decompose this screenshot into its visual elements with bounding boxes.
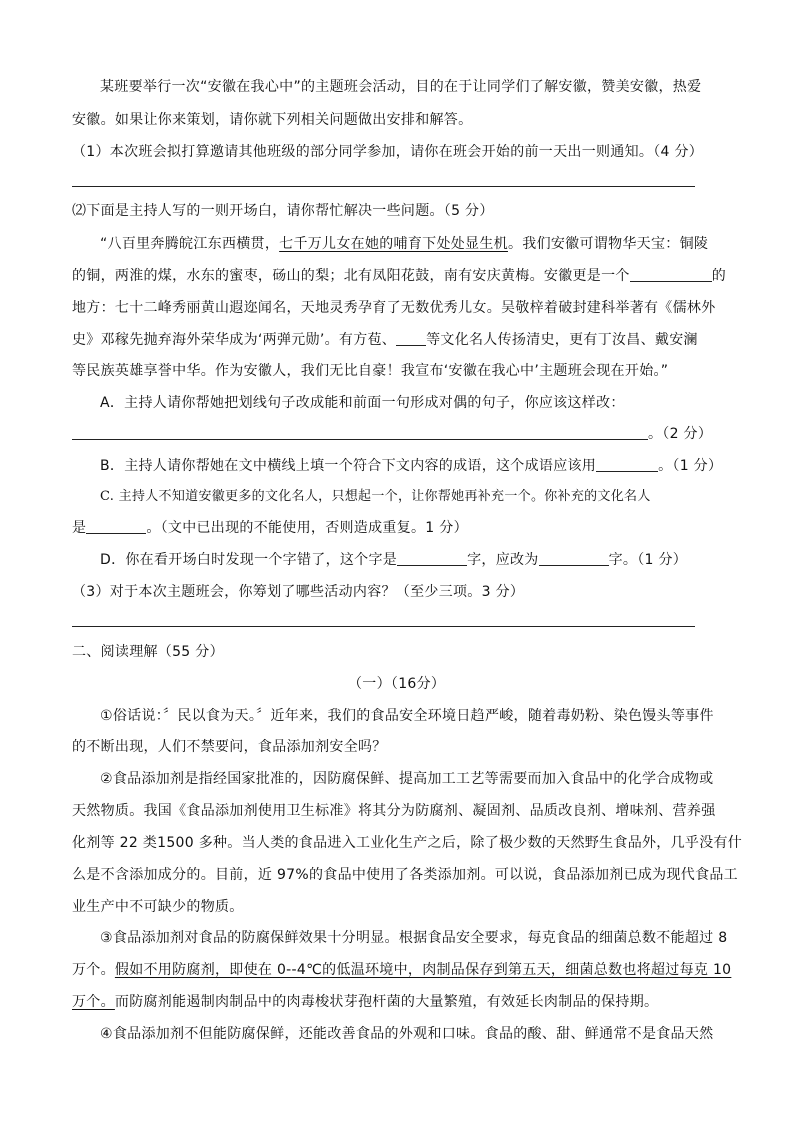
opening-speech-line-3: 地方：七十二峰秀丽黄山遐迩闻名，天地灵秀孕育了无数优秀儿女。吴敬梓着破封建科举著有《儒林外 <box>72 300 716 316</box>
passage-para-2-line-3: 化剂等 22 类1500 多种。当人类的食品进入工业化生产之后，除了极少数的天然野生食品外，几乎没有什 <box>72 835 743 851</box>
opening-speech-line-1 <box>100 234 708 254</box>
sub-question-c-line-2 <box>72 518 468 538</box>
correct-char-blank[interactable] <box>539 551 609 566</box>
opening-speech-text: 的 <box>711 268 727 284</box>
sub-question-a: A．主持人请你帮她把划线句子改成能和前面一句形成对偶的句子，你应该这样改： <box>100 395 625 411</box>
underlined-sentence: 七千万儿女在她的哺育下处处显生机 <box>279 236 508 252</box>
answer-blank-b[interactable] <box>596 457 658 472</box>
intro-line-1: 某班要举行一次“安徽在我心中”的主题班会活动，目的在于让同学们了解安徽，赞美安徽，热爱 <box>100 79 702 95</box>
intro-line-2: 安徽。如果让你来策划，请你就下列相关问题做出安排和解答。 <box>72 112 473 128</box>
section-2-title: 二、阅读理解（55 分） <box>72 644 224 660</box>
sub-question-b <box>100 456 722 476</box>
question-1: （1）本次班会拟打算邀请其他班级的部分同学参加，请你在班会开始的前一天出一则通知。（4 分） <box>72 144 704 160</box>
sub-question-d <box>100 550 687 570</box>
question-2-title: ⑵下面是主持人写的一则开场白，请你帮忙解决一些问题。（5 分） <box>72 203 494 219</box>
sub-question-c-text: 。（文中已出现的不能使用，否则造成重复。1 分） <box>146 520 468 536</box>
sub-question-a-score: 。（2 分） <box>648 426 713 442</box>
sub-question-b-text: B．主持人请你帮她在文中横线上填一个符合下文内容的成语，这个成语应该用 <box>100 458 597 474</box>
sub-question-b-score: 。（1 分） <box>658 458 723 474</box>
opening-speech-line-4 <box>72 330 698 350</box>
sub-question-c-text: 是 <box>72 520 87 536</box>
sub-question-d-text: 字。（1 分） <box>608 552 688 568</box>
passage-text: 万个。 <box>72 962 115 978</box>
opening-speech-line-2 <box>72 266 726 286</box>
answer-line-q3[interactable] <box>72 626 695 627</box>
underlined-passage-text: 假如不用防腐剂，即使在 0--4℃的低温环境中，肉制品保存到第五天，细菌总数也将超过每克 10 <box>114 962 732 978</box>
answer-line-q1[interactable] <box>72 186 695 187</box>
passage-text: 而防腐剂能遏制肉制品中的肉毒梭状芽孢杆菌的大量繁殖，有效延长肉制品的保持期。 <box>114 994 659 1010</box>
wrong-char-blank[interactable] <box>397 551 467 566</box>
sub-question-d-text: D．你在看开场白时发现一个字错了，这个字是 <box>100 552 398 568</box>
idiom-blank[interactable] <box>630 267 712 282</box>
passage-para-1-line-1: ①俗话说：〞民以食为天。〞近年来，我们的食品安全环境日趋严峻，随着毒奶粉、染色馒头等事件 <box>100 708 714 724</box>
opening-speech-text: 史》邓稼先抛弃海外荣华成为‘两弹元勋’。有方苞、 <box>72 332 397 348</box>
passage-para-2-line-5: 业生产中不可缺少的物质。 <box>72 899 244 915</box>
opening-speech-text: 的铜，两淮的煤，水东的蜜枣，砀山的梨；北有凤阳花鼓，南有安庆黄梅。安徽更是一个 <box>72 268 630 284</box>
answer-blank-c[interactable] <box>86 519 146 534</box>
passage-para-2-line-1: ②食品添加剂是指经国家批准的，因防腐保鲜、提高加工工艺等需要而加入食品中的化学合成物或 <box>100 771 714 787</box>
passage-1-title: （一）（16分） <box>348 676 446 692</box>
answer-line-a[interactable] <box>72 439 648 440</box>
passage-para-3-line-1: ③食品添加剂对食品的防腐保鲜效果十分明显。根据食品安全要求，每克食品的细菌总数不能超过 8 <box>100 930 728 946</box>
underlined-passage-text: 万个。 <box>72 994 115 1010</box>
question-3: （3）对于本次主题班会，你筹划了哪些活动内容？（至少三项。3 分） <box>72 584 525 600</box>
passage-para-3-line-3 <box>72 992 658 1012</box>
passage-para-2-line-2: 天然物质。我国《食品添加剂使用卫生标准》将其分为防腐剂、凝固剂、品质改良剂、增味剂、营养强 <box>72 803 716 819</box>
opening-speech-text: “八百里奔腾皖江东西横贯， <box>100 236 280 252</box>
passage-para-3-line-2 <box>72 960 731 980</box>
passage-para-2-line-4: 么是不含添加成分的。目前，近 97%的食品中使用了各类添加剂。可以说，食品添加剂已成为现代食品工 <box>72 867 738 883</box>
opening-speech-line-5: 等民族英雄享誉中华。作为安徽人，我们无比自豪！我宣布‘安徽在我心中’主题班会现在开始。” <box>72 363 669 379</box>
opening-speech-text: 等文化名人传扬清史，更有丁汝昌、戴安澜 <box>426 332 698 348</box>
sub-question-d-text: 字，应改为 <box>467 552 539 568</box>
opening-speech-text: 。我们安徽可谓物华天宝：铜陵 <box>507 236 709 252</box>
passage-para-1-line-2: 的不断出现，人们不禁要问，食品添加剂安全吗？ <box>72 739 387 755</box>
name-blank[interactable] <box>396 331 426 346</box>
sub-question-c-line-1: C. 主持人不知道安徽更多的文化名人，只想起一个，让你帮她再补充一个。你补充的文化名人 <box>100 489 651 504</box>
passage-para-4-line-1: ④食品添加剂不但能防腐保鲜，还能改善食品的外观和口味。食品的酸、甜、鲜通常不是食品天然 <box>100 1026 714 1042</box>
